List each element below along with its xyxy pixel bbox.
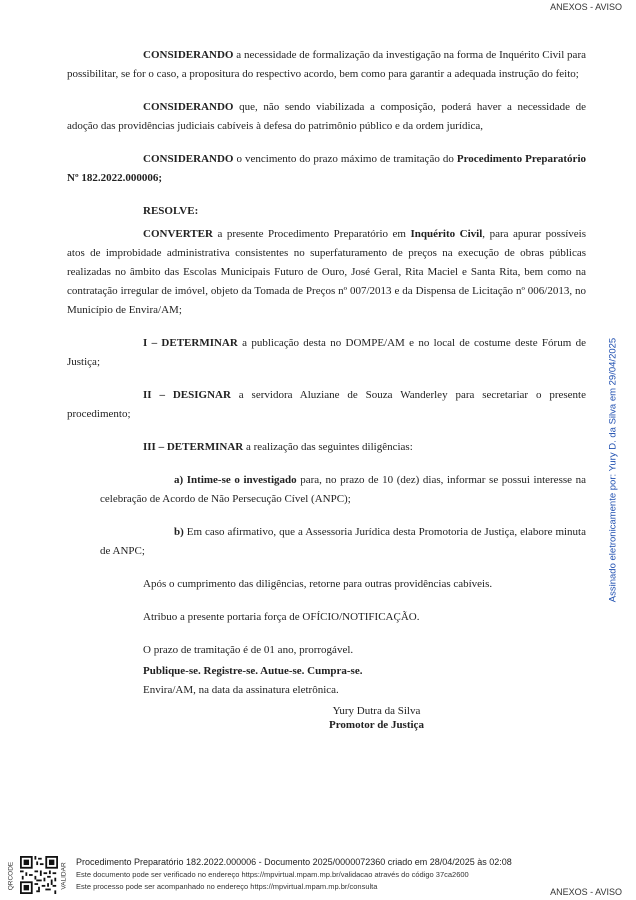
lead-considerando: CONSIDERANDO [143, 101, 234, 113]
resolve-label: RESOLVE: [143, 205, 199, 217]
paragraph-text: a servidora Aluziane de Souza Wanderley para secretariar o presente procedimento; [67, 389, 586, 420]
paragraph-text: para, no prazo de 10 (dez) dias, informar se possui interesse na celebração de Acordo de Não Persecução Cível (ANPC); [100, 474, 586, 505]
paragraph-diligence-a [67, 471, 586, 509]
paragraph-oficio: Atribuo a presente portaria força de OFÍCIO/NOTIFICAÇÃO. [143, 611, 420, 623]
footer-document-info: Procedimento Preparatório 182.2022.000006 - Documento 2025/0000072360 criado em 28/04/2025 às 02:08 [76, 857, 512, 867]
lead-considerando: CONSIDERANDO [143, 49, 234, 61]
footer [0, 856, 636, 900]
lead-converter: CONVERTER [143, 228, 213, 240]
paragraph-converter [67, 225, 586, 320]
footer-consult-link[interactable]: Este processo pode ser acompanhado no endereço https://mpvirtual.mpam.mp.br/consulta [76, 882, 378, 891]
signature-block [67, 704, 586, 732]
lead-diligence-b: b) [174, 526, 184, 538]
paragraph-diligence-b [67, 523, 586, 561]
paragraph-text: , para apurar possíveis atos de improbidade administrativa consistentes no superfaturamento de preços na execução de obras públicas realizadas no âmbito das Escolas Municipais Futuro de Ouro, José Geral, Rita Maciel e Santa Rita, bem como na contratação irregular de imóvel, objeto da Tomada de Preços nº 007/2013 e da Dispensa de Licitação nº 006/2013, no Município de Envira/AM; [67, 228, 586, 316]
side-signature-text: Assinado eletronicamente por: Yury D. da Silva em 29/04/2025 [607, 337, 619, 603]
resolve-heading [67, 202, 586, 221]
signature-name: Yury Dutra da Silva [332, 705, 421, 717]
paragraph-prazo: O prazo de tramitação é de 01 ano, prorrogável. [143, 644, 354, 656]
paragraph-publique [67, 662, 586, 681]
validar-label-text: VALIDAR [60, 862, 68, 890]
qrcode-icon[interactable] [20, 856, 58, 894]
paragraph-text: que, não sendo viabilizada a composição, poderá haver a necessidade de adoção das providências judiciais cabíveis à defesa do patrimônio público e da ordem jurídica, [67, 101, 586, 132]
lead-designar: II – DESIGNAR [143, 389, 231, 401]
paragraph-considerando-1 [67, 46, 586, 84]
paragraph-considerando-2 [67, 98, 586, 136]
lead-determinar: III – DETERMINAR [143, 441, 244, 453]
footer-tag: ANEXOS - AVISO [550, 887, 622, 897]
signature-role-text: Promotor de Justiça [329, 719, 424, 731]
publique-text: Publique-se. Registre-se. Autue-se. Cumpra-se. [143, 665, 363, 677]
inquerito-civil: Inquérito Civil [410, 228, 483, 240]
paragraph-determinar-1 [67, 334, 586, 372]
qrcode-label-text: QRCODE [7, 861, 15, 891]
paragraph-considerando-3 [67, 150, 586, 188]
footer-verify-link[interactable]: Este documento pode ser verificado no endereço https://mpvirtual.mpam.mp.br/validacao através do código 37ca2600 [76, 870, 469, 879]
signature-role [167, 718, 586, 732]
lead-determinar: I – DETERMINAR [143, 337, 238, 349]
footer-lines [76, 856, 512, 893]
paragraph-text: a presente Procedimento Preparatório em [212, 228, 411, 240]
lead-considerando: CONSIDERANDO [143, 153, 234, 165]
paragraph-text: Em caso afirmativo, que a Assessoria Jurídica desta Promotoria de Justiça, elabore minuta de ANPC; [100, 526, 586, 557]
paragraph-text: a realização das seguintes diligências: [243, 441, 413, 453]
procedure-number: Procedimento Preparatório Nº 182.2022.000006; [67, 153, 586, 184]
document-body [67, 46, 586, 732]
paragraph-text: a publicação desta no DOMPE/AM e no local de costume deste Fórum de Justiça; [67, 337, 586, 368]
paragraph-determinar-3 [67, 438, 586, 457]
paragraph-text: o vencimento do prazo máximo de tramitação do [233, 153, 457, 165]
paragraph-local-data: Envira/AM, na data da assinatura eletrônica. [143, 684, 339, 696]
paragraph-designar [67, 386, 586, 424]
lead-diligence-a: a) Intime-se o investigado [174, 474, 297, 486]
paragraph-text: a necessidade de formalização da investigação na forma de Inquérito Civil para possibilitar, se for o caso, a propositura do respectivo acordo, bem como para garantir a adequada instrução do feito; [67, 49, 586, 80]
paragraph-retorne: Após o cumprimento das diligências, retorne para outras providências cabíveis. [143, 578, 493, 590]
header-tag: ANEXOS - AVISO [550, 2, 622, 12]
